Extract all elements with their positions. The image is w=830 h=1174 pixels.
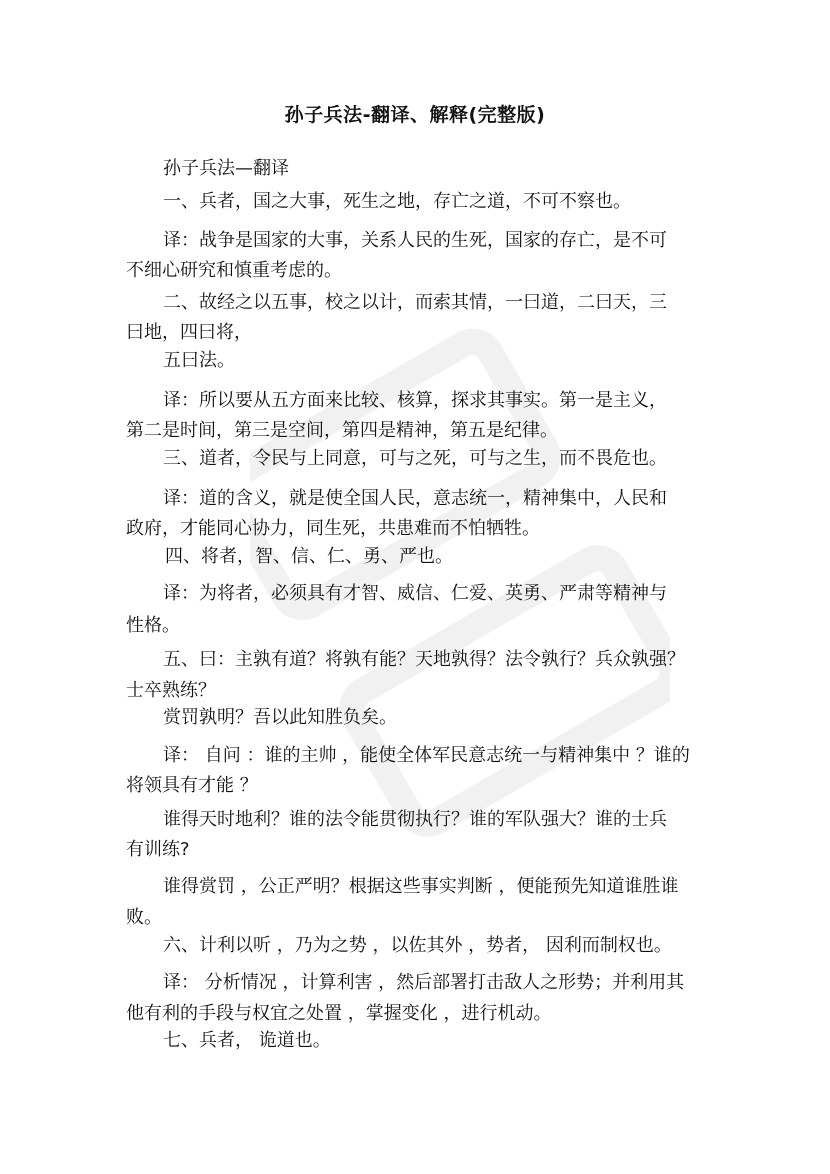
text-line: 第二是时间，第三是空间，第四是精神，第五是纪律。 — [126, 420, 558, 441]
text-line: 曰地，四曰将， — [126, 322, 252, 343]
text-line: 译： 分析情况 ，计算利害 ，然后部署打击敌人之形势；并利用其 — [163, 972, 685, 993]
text-line: 谁得赏罚 ，公正严明？根据这些事实判断 ，便能预先知道谁胜谁 — [163, 876, 679, 897]
subtitle: 孙子兵法—翻译 — [163, 158, 289, 179]
text-line: 六、计利以听 ，乃为之势 ，以佐其外 ，势者， 因利而制权也。 — [163, 935, 672, 956]
text-line: 不细心研究和慎重考虑的。 — [126, 260, 342, 281]
text-line: 败。 — [126, 907, 162, 928]
text-line: 士卒熟练？ — [126, 680, 216, 701]
text-line: 他有利的手段与权宜之处置 ，掌握变化 ，进行机动。 — [126, 1003, 552, 1024]
text-line: 译：战争是国家的大事，关系人民的生死，国家的存亡，是不可 — [163, 230, 667, 251]
text-line: 二、故经之以五事，校之以计，而索其情，一曰道，二曰天，三 — [163, 292, 667, 313]
text-line: 有训练? — [126, 839, 190, 860]
text-line: 三、道者，令民与上同意，可与之死，可与之生，而不畏危也。 — [163, 448, 667, 469]
text-line: 译： 自问 ：谁的主帅 ，能使全体军民意志统一与精神集中 ？谁的 — [163, 745, 690, 766]
text-line: 性格。 — [126, 615, 180, 636]
text-line: 译：道的含义，就是使全国人民，意志统一，精神集中，人民和 — [163, 488, 667, 509]
text-line: 四、将者，智、信、仁、勇、严也。 — [165, 546, 453, 567]
text-line: 译：所以要从五方面来比较、核算，探求其事实。第一是主义， — [163, 390, 667, 411]
text-line: 赏罚孰明？吾以此知胜负矣。 — [163, 707, 397, 728]
text-line: 谁得天时地利？谁的法令能贯彻执行？谁的军队强大？谁的士兵 — [163, 809, 667, 830]
document-title: 孙子兵法-翻译、解释(完整版) — [284, 104, 546, 126]
text-line: 五曰法。 — [163, 350, 235, 371]
text-line: 译：为将者，必须具有才智、威信、仁爱、英勇、严肃等精神与 — [163, 583, 667, 604]
text-line: 将领具有才能 ？ — [126, 775, 258, 796]
text-line: 一、兵者，国之大事，死生之地，存亡之道，不可不察也。 — [163, 191, 631, 212]
text-line: 政府，才能同心协力，同生死，共患难而不怕牺牲。 — [126, 518, 540, 539]
text-line: 五、曰：主孰有道？将孰有能？天地孰得？法令孰行？兵众孰强？ — [163, 649, 685, 670]
text-line: 七、兵者， 诡道也。 — [163, 1030, 331, 1051]
